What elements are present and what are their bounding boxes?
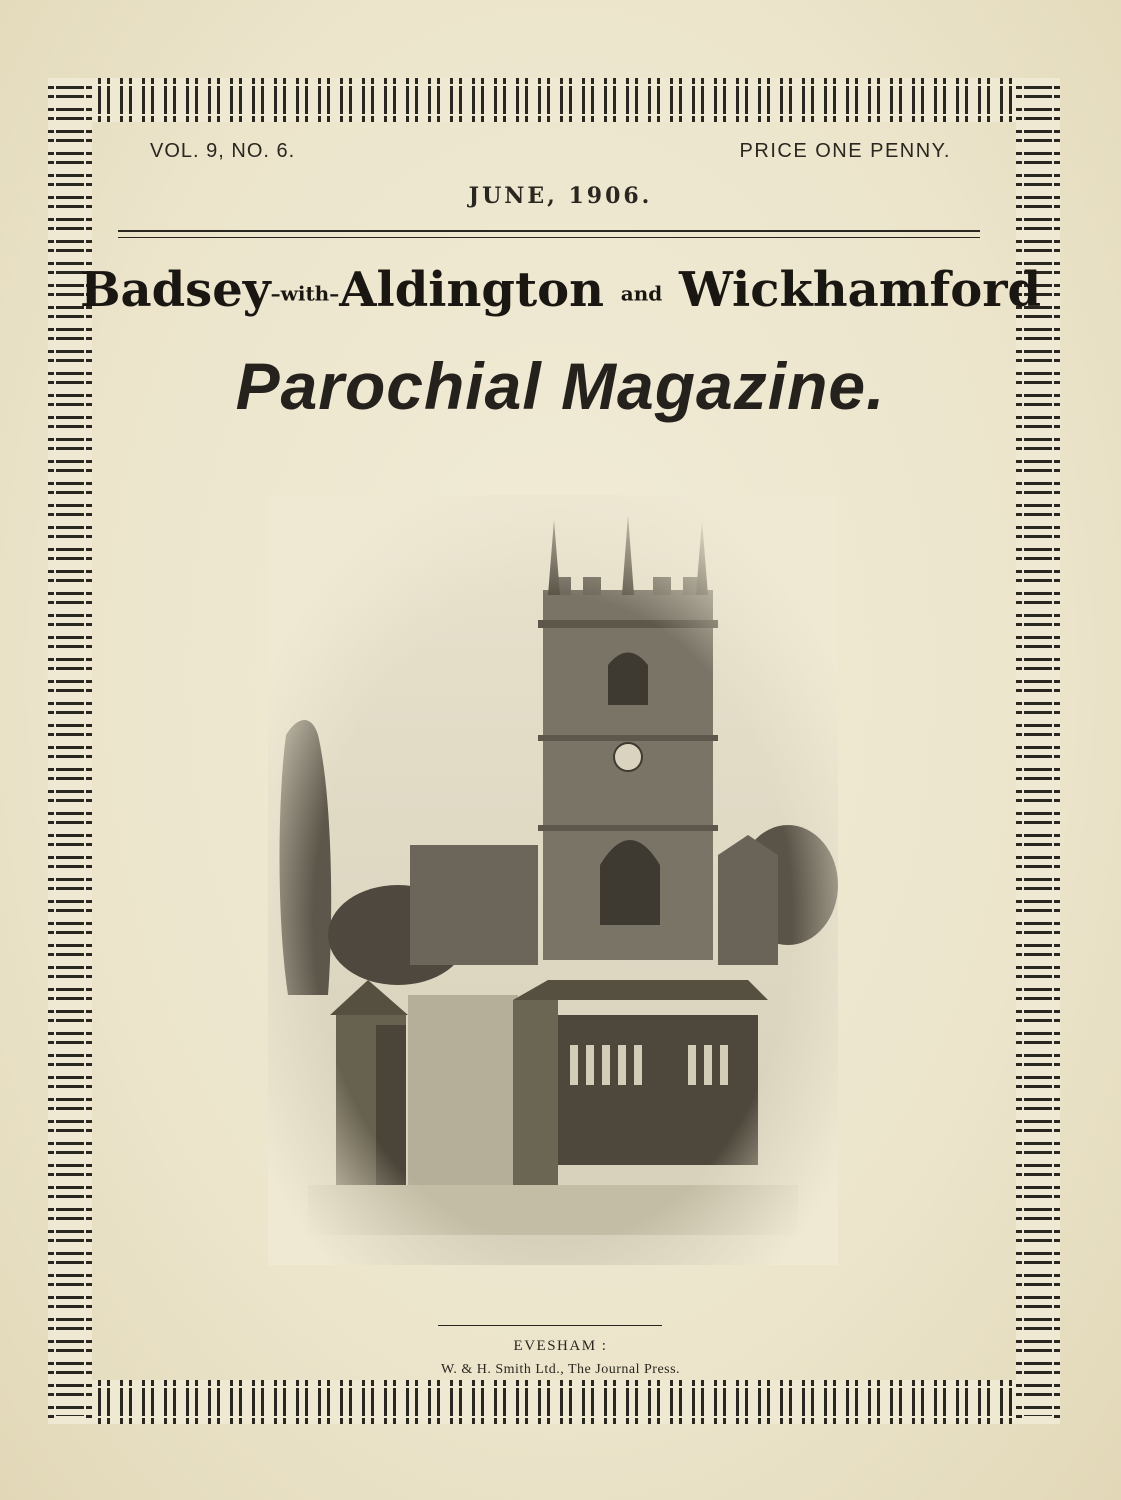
ornamental-border-bottom xyxy=(48,1380,1060,1424)
imprint-printer: W. & H. Smith Ltd., The Journal Press. xyxy=(440,1362,681,1377)
parish-name-aldington: Aldington xyxy=(339,262,605,318)
parish-name-badsey: Badsey xyxy=(79,262,271,318)
volume-number: VOL. 9, NO. 6. xyxy=(150,140,296,162)
imprint-rule xyxy=(438,1325,662,1326)
magazine-title: Parochial Magazine. xyxy=(235,349,886,423)
parish-name-wickhamford: Wickhamford xyxy=(678,262,1042,318)
parish-with: –with– xyxy=(270,281,340,306)
imprint-city: EVESHAM : xyxy=(513,1338,608,1354)
parish-and: and xyxy=(620,281,663,306)
issue-date: JUNE, 1906. xyxy=(468,183,653,209)
ornamental-border-top xyxy=(48,78,1060,122)
parish-title xyxy=(0,262,1121,318)
church-photograph xyxy=(268,495,838,1265)
header-rule xyxy=(118,230,980,238)
price-label: PRICE ONE PENNY. xyxy=(739,140,951,162)
